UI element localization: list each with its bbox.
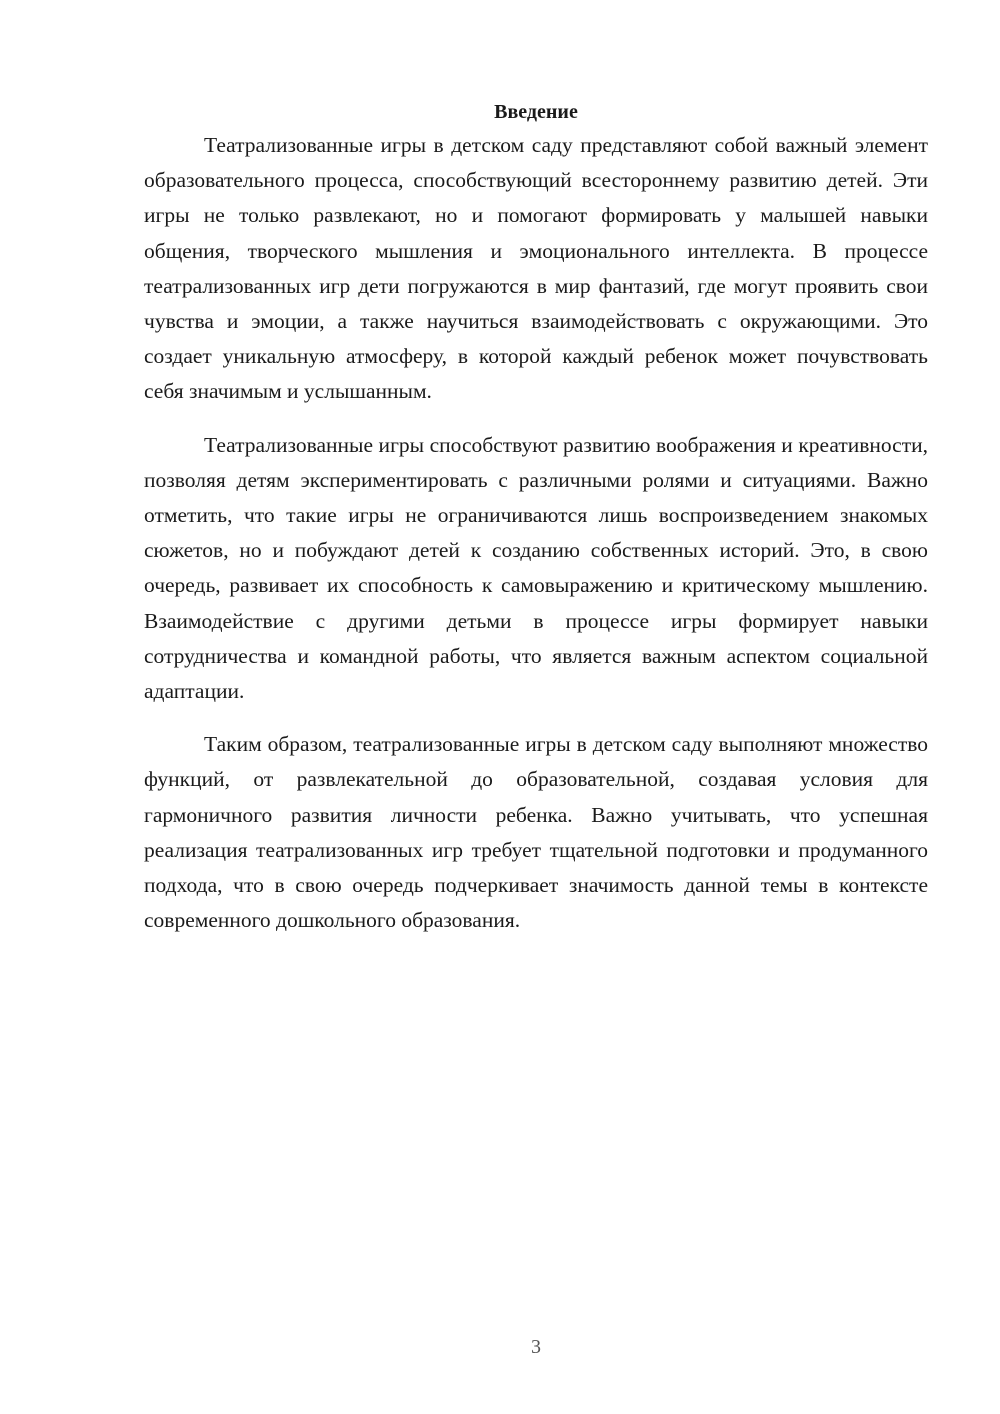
section-title: Введение xyxy=(494,101,578,123)
page-content xyxy=(144,96,928,938)
paragraph-3: Таким образом, театрализованные игры в детском саду выполняют множество функций, от развлекательной до образовательной, создавая условия для гармоничного развития личности ребенка. Важно учитывать, что успешная реализация театрализованных игр требует тщательной подготовки и продуманного подхода, что в свою очередь подчеркивает значимость данной темы в контексте современного дошкольного образования. xyxy=(144,732,928,933)
page-number: 3 xyxy=(531,1336,541,1358)
paragraph-1: Театрализованные игры в детском саду представляют собой важный элемент образовательного процесса, способствующий всестороннему развитию детей. Эти игры не только развлекают, но и помогают формировать у малышей навыки общения, творческого мышления и эмоционального интеллекта. В процессе театрализованных игр дети погружаются в мир фантазий, где могут проявить свои чувства и эмоции, а также научиться взаимодействовать с окружающими. Это создает уникальную атмосферу, в которой каждый ребенок может почувствовать себя значимым и услышанным. xyxy=(144,133,928,404)
paragraph-2: Театрализованные игры способствуют развитию воображения и креативности, позволяя детям экспериментировать с различными ролями и ситуациями. Важно отметить, что такие игры не ограничиваются лишь воспроизведением знакомых сюжетов, но и побуждают детей к созданию собственных историй. Это, в свою очередь, развивает их способность к самовыражению и критическому мышлению. Взаимодействие с другими детьми в процессе игры формирует навыки сотрудничества и командной работы, что является важным аспектом социальной адаптации. xyxy=(144,432,928,704)
